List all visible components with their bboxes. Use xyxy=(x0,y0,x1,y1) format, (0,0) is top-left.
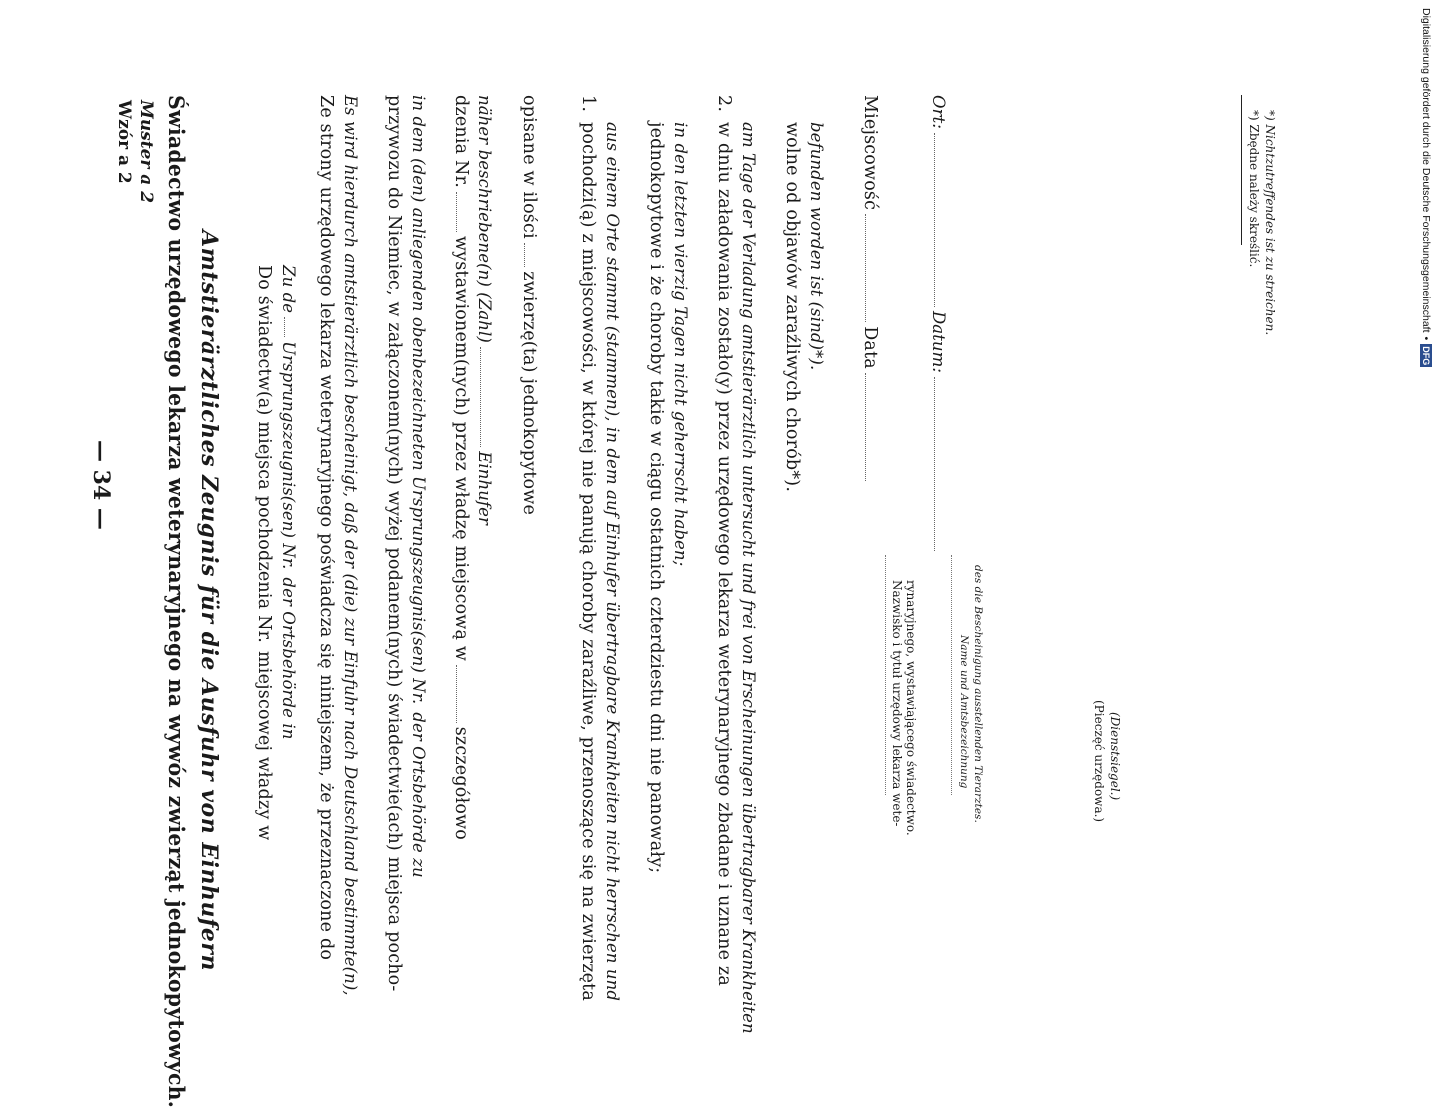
place-label-pl: Miejscowość xyxy=(860,95,880,211)
dotted-field xyxy=(934,377,935,551)
signer-caption-de-2: des die Bescheinigung ausstellenden Tierarztes. xyxy=(972,565,984,823)
date-label-de: Datum: xyxy=(929,310,948,374)
dotted-field xyxy=(524,243,525,268)
dotted-field xyxy=(456,192,457,232)
item-2-line-pl-2: wolne od objawów zaraźliwych chorób*). xyxy=(782,122,802,493)
ref-text-de-c: der Ortsbehörde in xyxy=(279,577,298,740)
attestation-line-pl-2: przywozu do Niemiec, w załączonem(nych) wyżej podanem(nych) świadectwie(ach) miejsca pocho- xyxy=(384,95,404,992)
place-label-de: Ort: xyxy=(929,95,948,130)
credit-separator: • xyxy=(1420,336,1432,341)
attestation-text-de-3b: Einhufer xyxy=(475,451,494,525)
item-1-line-de-2: in den letzten vierzig Tagen nicht geherrscht haben; xyxy=(671,122,690,567)
dotted-field xyxy=(865,214,866,322)
attestation-text-pl-3a: dzenia Nr. xyxy=(451,95,471,188)
item-2-line-pl-1: w dniu załadowania zostało(y) przez urzędowego lekarza weterynaryjnego zbadane i uznane za xyxy=(714,122,734,986)
dotted-field xyxy=(456,665,457,723)
seal-label-pl: (Pieczęć urzędowa.) xyxy=(1092,700,1106,823)
place-date-row-pl xyxy=(860,95,880,485)
attestation-text-pl-4a: opisane w ilości xyxy=(519,95,539,239)
dotted-field xyxy=(934,133,935,307)
item-2-line-de-2: befunden worden ist (sind)*). xyxy=(807,122,826,371)
attestation-text-pl-3c: szczegółowo xyxy=(451,726,471,840)
signer-caption-pl-2: rynaryjnego, wystawiającego świadectwo. xyxy=(904,580,918,836)
footnote-pl: *) Zbędne należy skreślić. xyxy=(1247,110,1261,268)
attestation-line-de-2 xyxy=(409,95,428,878)
certificate-reference-de xyxy=(279,265,298,740)
footnote-de: *) Nichtzutreffendes ist zu streichen. xyxy=(1263,110,1277,336)
attestation-line-pl-1: Ze strony urzędowego lekarza weterynaryjnego poświadcza się niniejszem, że przeznaczone do xyxy=(316,95,336,961)
document-title-de: Amtstierärztliches Zeugnis für die Ausfuhr von Einhufern xyxy=(196,230,222,972)
signer-caption-de-1: Name und Amtsbezeichnung xyxy=(958,635,970,789)
place-date-row-de xyxy=(929,95,948,555)
document-title-pl: Świadectwo urzędowego lekarza weterynaryjnego na wywóz zwierząt jednokopytowych. xyxy=(164,95,189,1108)
attestation-text-de-3a: näher beschriebene(n) (Zahl) xyxy=(475,95,494,343)
attestation-text-pl-3b: wystawionem(nych) przez władzę miejscową w xyxy=(451,235,471,662)
dotted-field xyxy=(480,347,481,447)
attestation-line-pl-3 xyxy=(451,95,471,840)
model-label-pl: Wzór a 2 xyxy=(114,100,134,184)
ref-text-de-b: Ursprungszeugnis(sen) Nr. xyxy=(279,341,298,570)
item-1-line-pl-1: pochodzi(ą) z miejscowości, w której nie panują choroby zaraźliwe, przenoszące się na zwierzęta xyxy=(578,122,598,1002)
item-2-line-de-1: am Tage der Verladung amtstierärztlich untersucht und frei von Erscheinungen übertragbarer Krankheiten xyxy=(739,122,758,1034)
footnote-rule xyxy=(1241,95,1242,245)
attestation-line-de-1: Es wird hierdurch amtstierärztlich bescheinigt, daß der (die) zur Einfuhr nach Deutschland bestimmte(n), xyxy=(341,95,360,996)
dotted-field xyxy=(284,317,285,337)
attestation-text-de-2a: in dem (den) anliegenden obenbezeichneten Ursprungszeugnis(sen) Nr. xyxy=(409,95,428,705)
page-number: — 34 — xyxy=(88,440,114,530)
certificate-reference-pl xyxy=(254,265,274,841)
ref-text-pl-a: Do świadectw(a) miejsca pochodzenia Nr. xyxy=(254,265,274,644)
date-label-pl: Data xyxy=(860,326,880,369)
attestation-text-de-2b: der Ortsbehörde zu xyxy=(409,712,428,878)
dfg-logo: DFG xyxy=(1421,346,1431,366)
dotted-field xyxy=(865,373,866,481)
attestation-text-pl-4b: zwierzę(ta) jednokopytowe xyxy=(519,271,539,515)
attestation-line-de-3 xyxy=(475,95,494,525)
item-2-number: 2. xyxy=(714,95,734,113)
signer-caption-pl-1: Nazwisko i tytuł urzędowy lekarza wete- xyxy=(890,580,904,827)
signature-line-pl xyxy=(885,555,886,795)
signature-line-de xyxy=(951,555,952,795)
item-1-line-de-1: aus einem Orte stammt (stammen), in dem auf Einhufer übertragbare Krankheiten nicht herrschen und xyxy=(603,122,622,1001)
attestation-line-pl-4 xyxy=(519,95,539,515)
ref-text-pl-b: miejscowej władzy w xyxy=(254,651,274,841)
credit-text: Digitalisierung gefördert durch die Deutsche Forschungsgemeinschaft xyxy=(1420,8,1432,333)
item-1-line-pl-2: jednokopytowe i że choroby takie w ciągu ostatnich czterdziestu dni nie panowały; xyxy=(646,122,666,874)
item-1-number: 1. xyxy=(578,95,598,113)
model-label-de: Muster a 2 xyxy=(136,100,156,204)
ref-text-de-a: Zu de xyxy=(279,265,298,314)
seal-label-de: (Dienstsiegel.) xyxy=(1108,712,1122,801)
